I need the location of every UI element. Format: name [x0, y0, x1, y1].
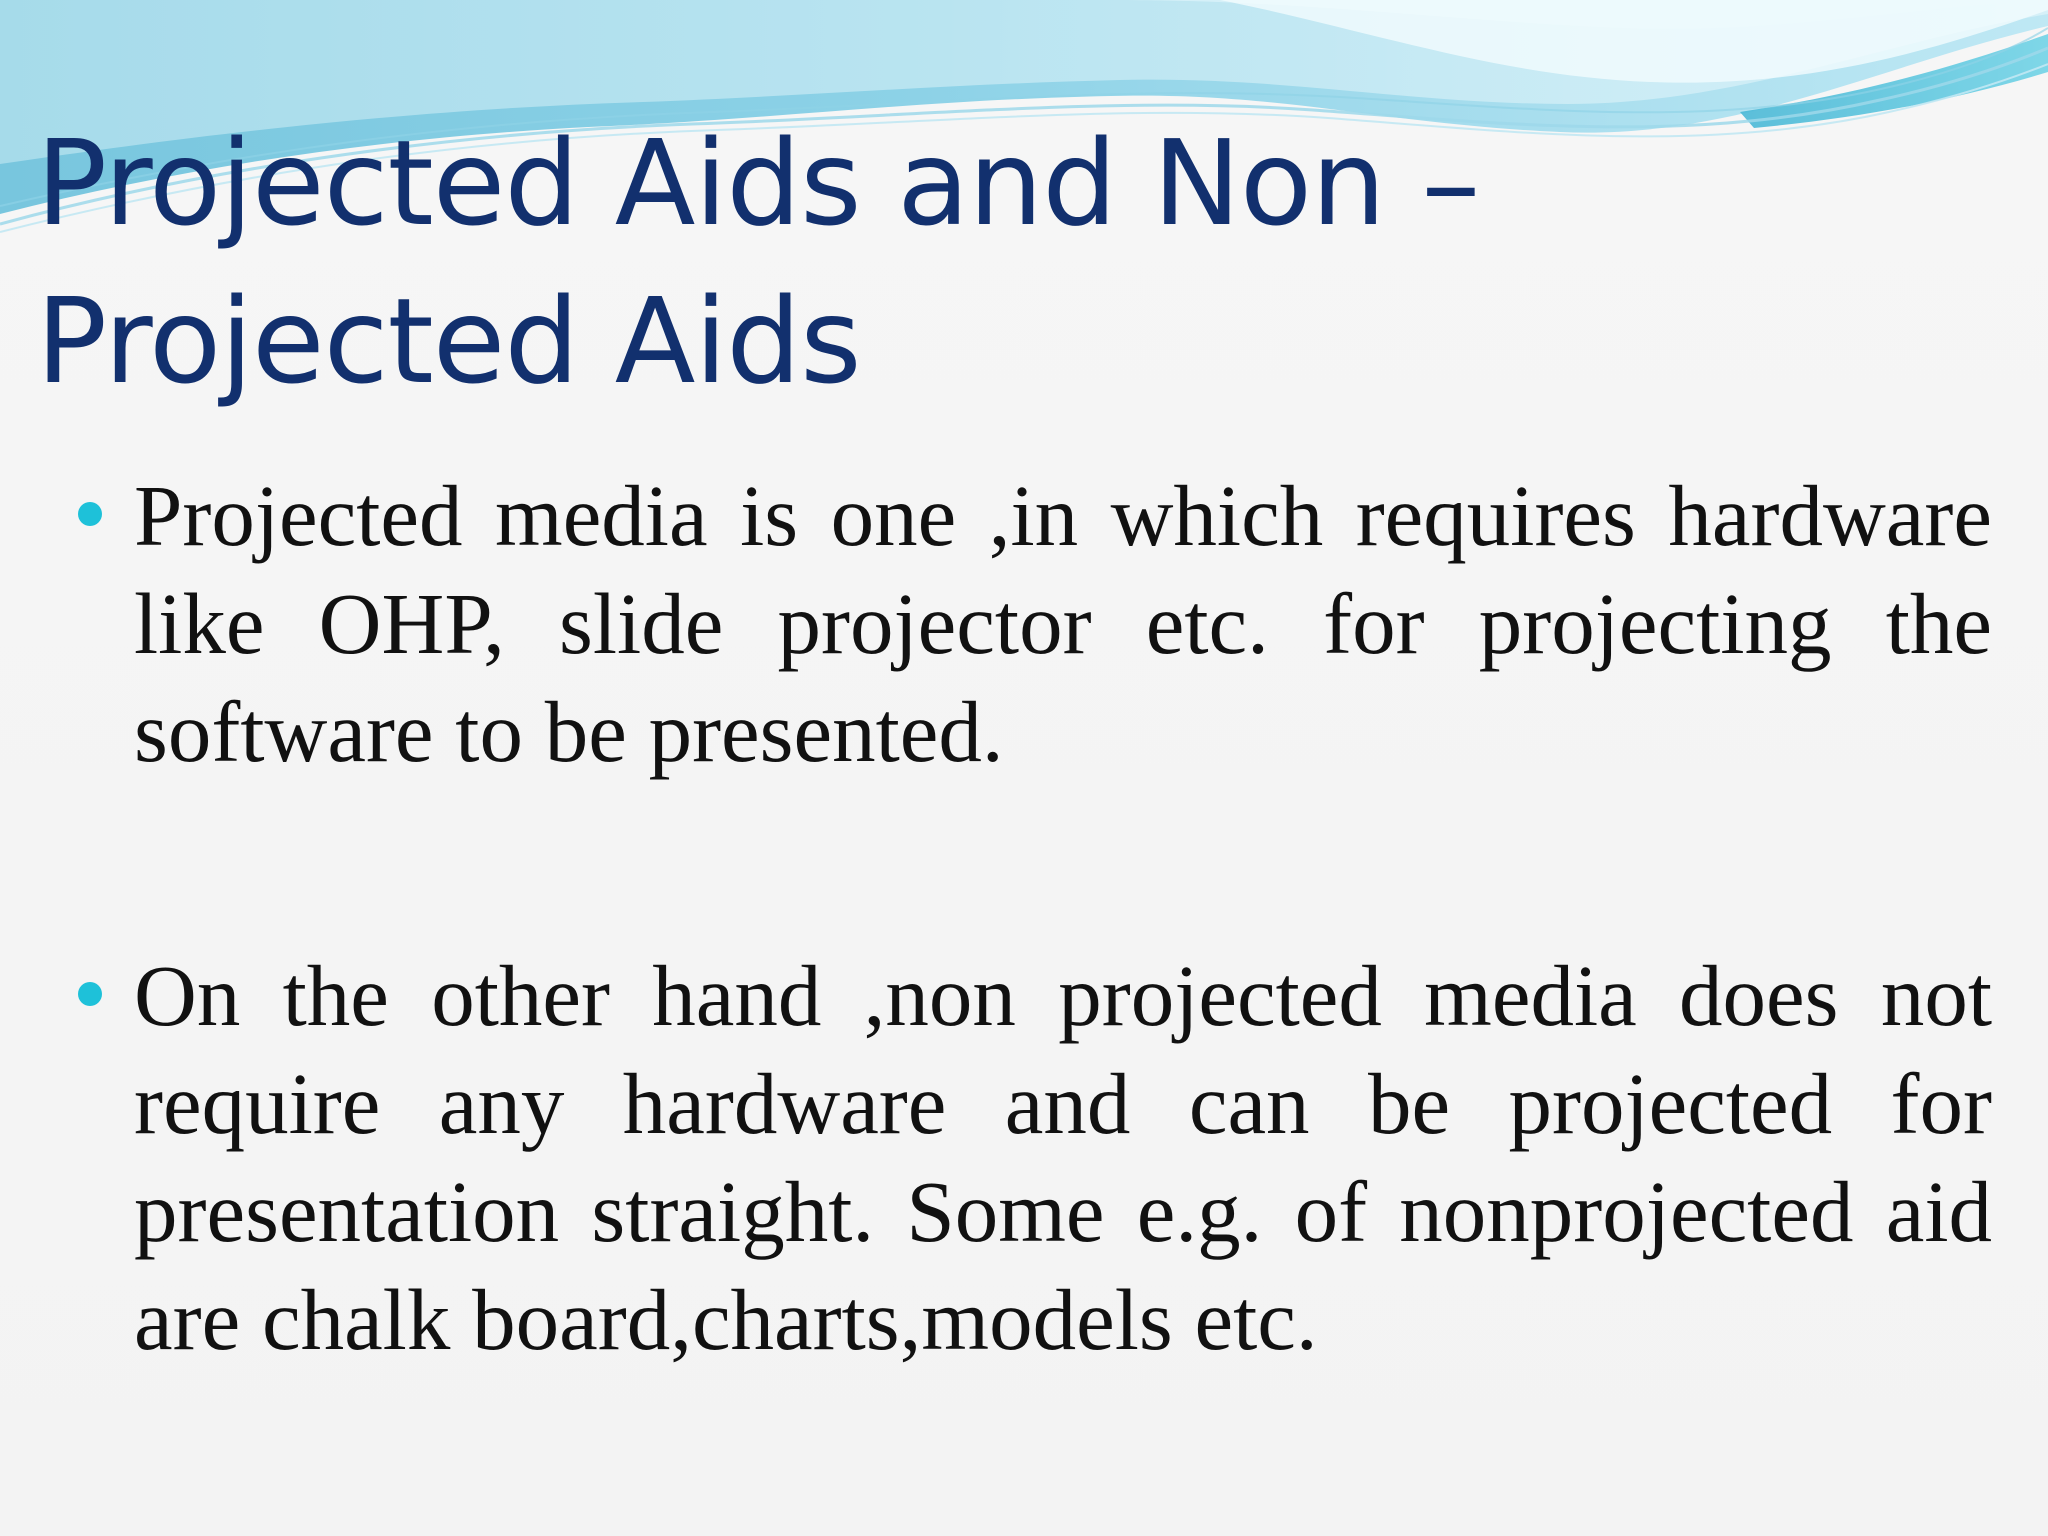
- bullet-item-non-projected-media: [78, 942, 1992, 1374]
- bullet-list: [78, 462, 1992, 1374]
- bullet-dot-icon: [78, 502, 102, 526]
- bullet-text-projected-media: Projected media is one ,in which requires hardware like OHP, slide projector etc. for projecting the software to be presented.: [134, 467, 1992, 780]
- slide-title: Projected Aids and Non –Projected Aids: [36, 114, 1480, 410]
- bullet-dot-icon: [78, 982, 102, 1006]
- bullet-item-projected-media: [78, 462, 1992, 786]
- bullet-text-non-projected-media: On the other hand ,non projected media does not require any hardware and can be projected for presentation straight. Some e.g. of nonprojected aid are chalk board,charts,models etc.: [134, 947, 1992, 1368]
